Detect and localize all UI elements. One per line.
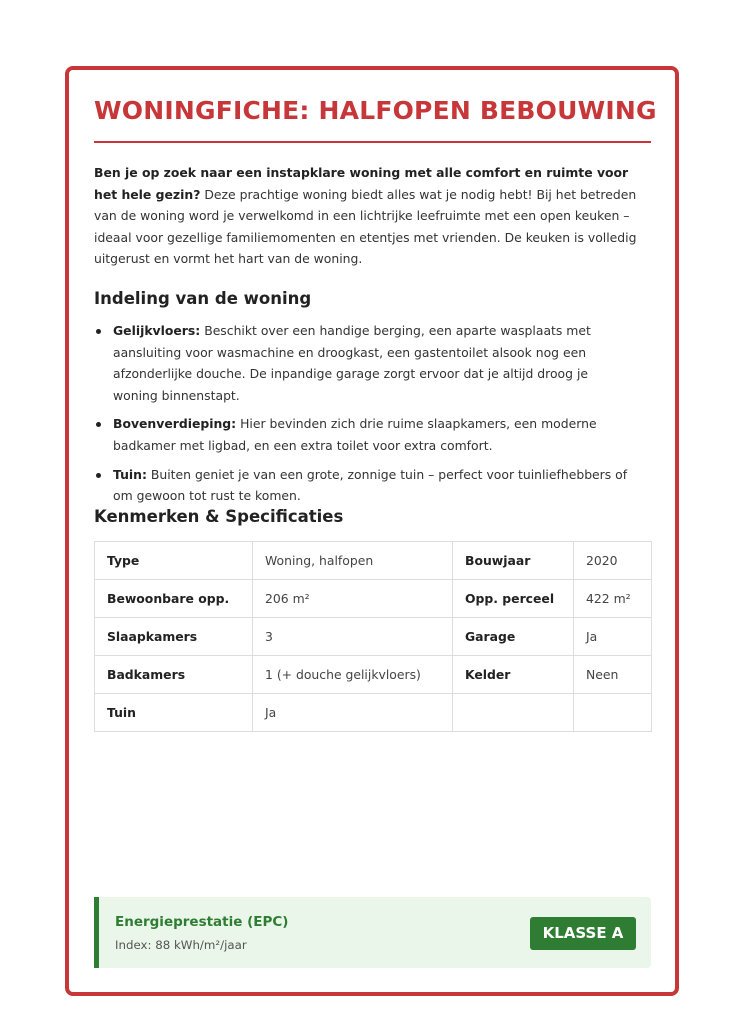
epc-title: Energieprestatie (EPC) xyxy=(115,914,289,930)
table-row xyxy=(95,694,652,732)
list-item-ground-floor xyxy=(94,320,634,406)
spec-value: Ja xyxy=(574,618,652,656)
list-item-text: Hier bevinden zich drie ruime slaapkamers, een moderne badkamer met ligbad, en een extra toilet voor extra comfort. xyxy=(113,416,597,453)
spec-label: Bouwjaar xyxy=(453,542,574,580)
epc-index: Index: 88 kWh/m²/jaar xyxy=(115,938,247,952)
epc-box xyxy=(94,897,651,968)
page-title: WONINGFICHE: HALFOPEN BEBOUWING xyxy=(94,96,657,125)
table-row xyxy=(95,656,652,694)
intro-lead: Ben je op zoek naar een instapklare woning met alle comfort en ruimte voor het hele gezin? xyxy=(94,165,629,202)
spec-value: 1 (+ douche gelijkvloers) xyxy=(253,656,453,694)
spec-value: Neen xyxy=(574,656,652,694)
spec-label: Badkamers xyxy=(95,656,253,694)
list-item-garden xyxy=(94,464,634,507)
spec-value: 206 m² xyxy=(253,580,453,618)
spec-value: 422 m² xyxy=(574,580,652,618)
list-item-label: Gelijkvloers: xyxy=(113,323,201,338)
spec-label: Garage xyxy=(453,618,574,656)
list-item-label: Bovenverdieping: xyxy=(113,416,237,432)
intro-paragraph xyxy=(94,162,652,270)
spec-label: Slaapkamers xyxy=(95,618,253,656)
spec-label xyxy=(453,694,574,732)
list-item-label: Tuin: xyxy=(113,466,147,482)
spec-value: 3 xyxy=(253,618,453,656)
spec-label: Tuin xyxy=(95,694,253,732)
list-item-text: Buiten geniet je van een grote, zonnige tuin – perfect voor tuinliefhebbers of om gewoon tot rust te komen. xyxy=(113,466,628,504)
spec-value: Woning, halfopen xyxy=(253,542,453,580)
table-row xyxy=(95,580,652,618)
spec-value xyxy=(574,694,652,732)
intro-text: Deze prachtige woning biedt alles wat je nodig hebt! Bij het betreden van de woning word je verwelkomd in een lichtrijke leefruimte met een open keuken – ideaal voor gezellige familiemomenten en etentjes met vrienden. De keuken is volledig uitgerust en vormt het hart van de woning. xyxy=(94,186,637,267)
table-row xyxy=(95,618,652,656)
spec-label: Kelder xyxy=(453,656,574,694)
spec-label: Opp. perceel xyxy=(453,580,574,618)
spec-label: Type xyxy=(95,542,253,580)
spec-value: Ja xyxy=(253,694,453,732)
specs-heading: Kenmerken & Specificaties xyxy=(94,507,344,526)
specs-table xyxy=(94,541,652,732)
spec-value: 2020 xyxy=(574,542,652,580)
property-sheet-card xyxy=(65,66,679,996)
list-item-text: Beschikt over een handige berging, een aparte wasplaats met aansluiting voor wasmachine en droogkast, een gastentoilet alsook nog een afzonderlijke douche. De inpandige garage zorgt ervoor dat je altijd droog je woning binnenstapt. xyxy=(113,323,591,403)
epc-class-badge: KLASSE A xyxy=(530,917,636,950)
list-item-upper-floor xyxy=(94,413,634,456)
title-divider xyxy=(94,141,651,143)
table-row xyxy=(95,542,652,580)
spec-label: Bewoonbare opp. xyxy=(95,580,253,618)
layout-list xyxy=(94,320,634,514)
layout-heading: Indeling van de woning xyxy=(94,289,312,308)
